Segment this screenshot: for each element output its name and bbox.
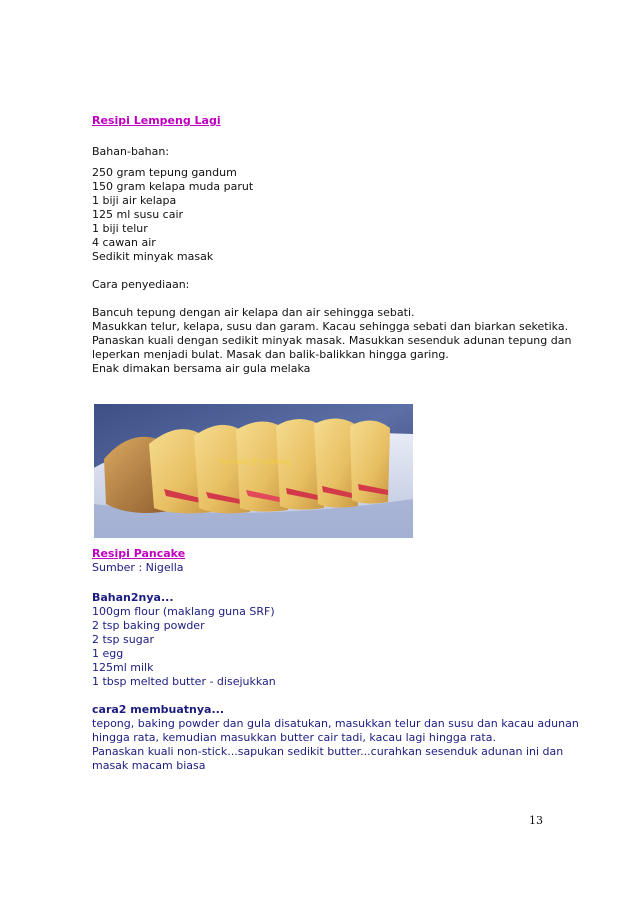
method-line: Bancuh tepung dengan air kelapa dan air sehingga sebati. [92,306,415,319]
list-item: 100gm flour (maklang guna SRF) [92,605,275,618]
list-item: 4 cawan air [92,236,156,249]
recipe2-ingredient-list [92,605,276,689]
list-item: 125ml milk [92,661,154,674]
recipe1-ingredients-heading: Bahan-bahan: [92,145,170,158]
list-item: 2 tsp baking powder [92,619,205,632]
list-item: 150 gram kelapa muda parut [92,180,254,193]
method-line: leperkan menjadi bulat. Masak dan balik-balikkan hingga garing. [92,348,449,361]
list-item: Sedikit minyak masak [92,250,214,263]
list-item: 1 egg [92,647,124,660]
method-line: masak macam biasa [92,759,206,772]
method-line: Masukkan telur, kelapa, susu dan garam. Kacau sehingga sebati dan biarkan seketika. [92,320,569,333]
method-line: tepong, baking powder dan gula disatukan, masukkan telur dan susu dan kacau adunan [92,717,579,730]
photo-watermark: Pancake @ maklang [220,458,291,466]
recipe1-method-text [92,306,571,376]
pancake-photo [94,404,413,538]
recipe1-method-heading: Cara penyediaan: [92,278,190,291]
list-item: 125 ml susu cair [92,208,184,221]
list-item: 1 biji telur [92,222,148,235]
method-line: hingga rata, kemudian masukkan butter cair tadi, kacau lagi hingga rata. [92,731,496,744]
recipe2-source: Sumber : Nigella [92,561,184,574]
recipe1-ingredient-list [92,166,253,264]
recipe2-title: Resipi Pancake [92,547,186,560]
recipe2-method-text [92,717,579,773]
recipe2-method-heading: cara2 membuatnya... [92,703,225,716]
method-line: Panaskan kuali dengan sedikit minyak masak. Masukkan sesenduk adunan tepung dan [92,334,572,347]
method-line: Enak dimakan bersama air gula melaka [92,362,311,375]
method-line: Panaskan kuali non-stick...sapukan sedikit butter...curahkan sesenduk adunan ini dan [92,745,564,758]
list-item: 1 biji air kelapa [92,194,177,207]
list-item: 1 tbsp melted butter - disejukkan [92,675,276,688]
page-number: 13 [529,814,543,827]
list-item: 2 tsp sugar [92,633,154,646]
recipe2-ingredients-heading: Bahan2nya... [92,591,174,604]
list-item: 250 gram tepung gandum [92,166,237,179]
recipe1-title: Resipi Lempeng Lagi [92,114,221,127]
